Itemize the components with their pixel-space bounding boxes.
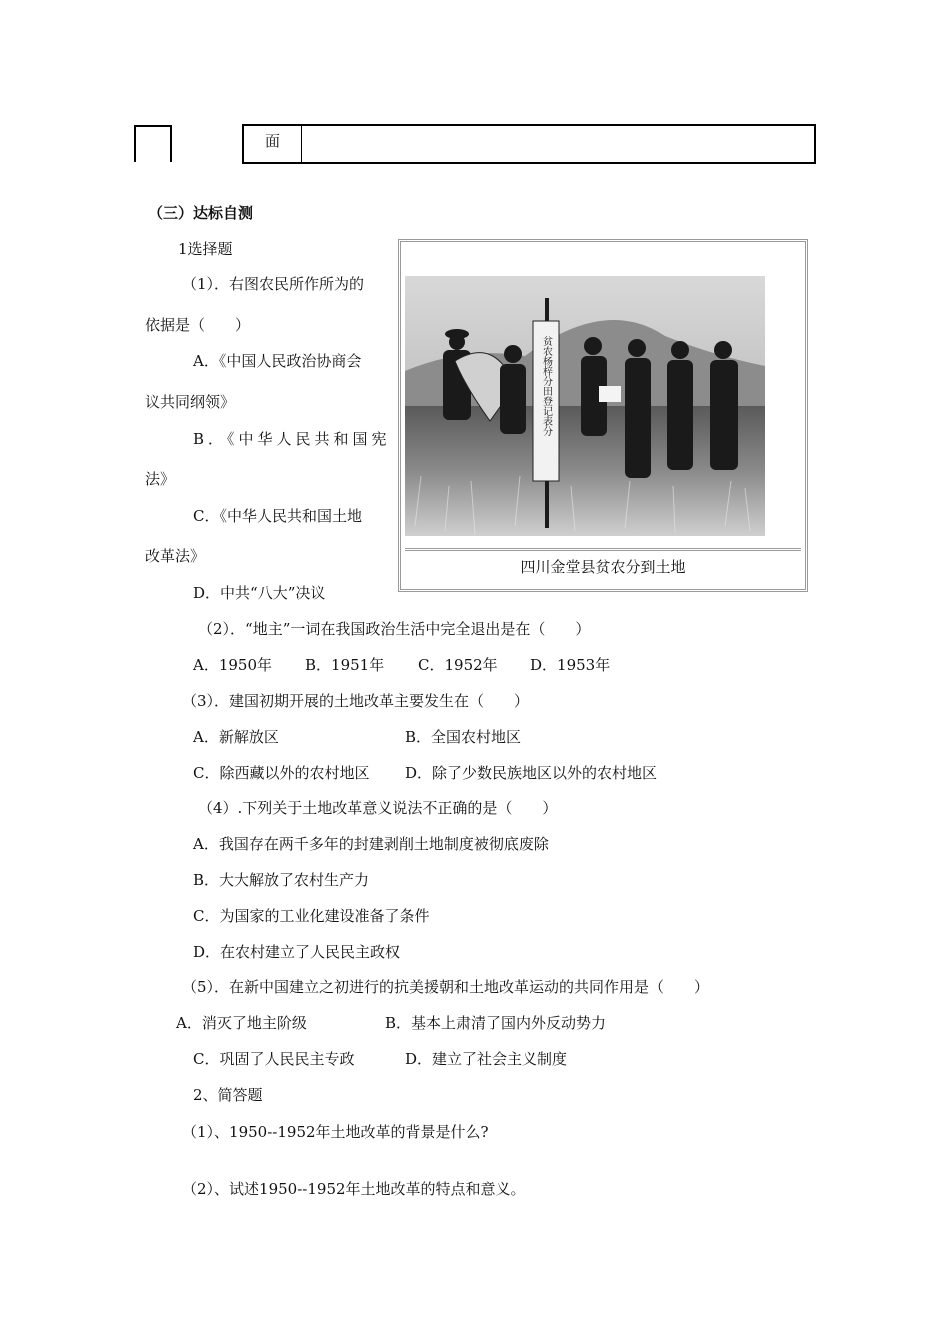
part2-title: 2、简答题	[193, 1086, 263, 1104]
q4-option-b: B．大大解放了农村生产力	[193, 871, 370, 889]
q1-option-c-line2: 改革法》	[145, 547, 206, 565]
q3-option-a: A．新解放区	[193, 728, 279, 746]
q5-option-b: B．基本上肃清了国内外反动势力	[385, 1014, 607, 1032]
q1-option-a-line1: A．《中国人民政治协商会	[193, 352, 362, 370]
banner-text: 贫农杨梓分田登记表分	[540, 336, 552, 436]
q1-option-a-line2: 议共同纲领》	[145, 393, 236, 411]
q2-option-c: C．1952年	[418, 656, 498, 674]
q1-option-c-line1: C．《中华人民共和国土地	[193, 507, 362, 525]
table-cell-value	[302, 126, 814, 162]
table-fragment-left	[134, 125, 172, 162]
table-cell-label: 面	[244, 126, 302, 162]
figure-box	[398, 239, 808, 592]
q1-option-b-line2: 法》	[145, 470, 176, 488]
q2-option-d: D．1953年	[530, 656, 611, 674]
land-reform-photo	[405, 276, 765, 536]
q3-stem: （3）．建国初期开展的土地改革主要发生在（ ）	[182, 692, 530, 710]
short-answer-q1: （1）、1950--1952年土地改革的背景是什么?	[182, 1123, 489, 1141]
q3-option-c: C．除西藏以外的农村地区	[193, 764, 370, 782]
part1-title: 1选择题	[178, 240, 233, 258]
q1-option-d: D．中共“八大”决议	[193, 584, 326, 602]
q4-option-c: C．为国家的工业化建设准备了条件	[193, 907, 430, 925]
table-fragment	[242, 124, 816, 164]
q5-option-a: A．消灭了地主阶级	[176, 1014, 307, 1032]
figure-caption: 四川金堂县贫农分到土地	[520, 558, 686, 576]
section-heading: （三）达标自测	[148, 204, 254, 222]
q2-stem: （2）．“地主”一词在我国政治生活中完全退出是在（ ）	[198, 620, 591, 638]
q5-option-d: D．建立了社会主义制度	[405, 1050, 568, 1068]
short-answer-q2: （2）、试述1950--1952年土地改革的特点和意义。	[182, 1180, 526, 1198]
caption-divider	[405, 548, 801, 551]
q3-option-d: D．除了少数民族地区以外的农村地区	[405, 764, 658, 782]
q5-stem: （5）．在新中国建立之初进行的抗美援朝和土地改革运动的共同作用是（ ）	[182, 978, 710, 996]
q4-option-d: D．在农村建立了人民民主政权	[193, 943, 401, 961]
q5-option-c: C．巩固了人民民主专政	[193, 1050, 355, 1068]
q2-option-a: A．1950年	[193, 656, 273, 674]
q4-option-a: A．我国存在两千多年的封建剥削土地制度被彻底废除	[193, 835, 549, 853]
q4-stem: （4）.下列关于土地改革意义说法不正确的是（ ）	[198, 799, 558, 817]
q1-option-b-line1: B．《中华人民共和国宪	[193, 430, 391, 448]
q1-stem-line1: （1）．右图农民所作所为的	[182, 275, 365, 293]
q2-option-b: B．1951年	[305, 656, 385, 674]
q3-option-b: B．全国农村地区	[405, 728, 522, 746]
q1-stem-line2: 依据是（ ）	[145, 316, 251, 334]
